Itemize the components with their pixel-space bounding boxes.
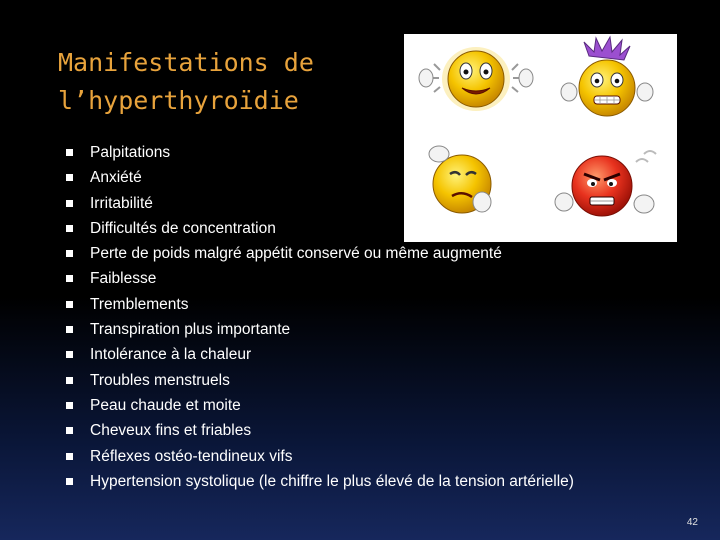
list-item [66, 165, 574, 190]
list-item [66, 368, 574, 393]
list-item [66, 292, 574, 317]
list-item [66, 444, 574, 469]
square-bullet-icon [66, 326, 73, 333]
list-item-text: Peau chaude et moite [90, 396, 241, 414]
square-bullet-icon [66, 478, 73, 485]
list-item-text: Difficultés de concentration [90, 219, 276, 237]
square-bullet-icon [66, 149, 73, 156]
list-item-text: Transpiration plus importante [90, 321, 291, 339]
list-item [66, 216, 574, 241]
square-bullet-icon [66, 174, 73, 181]
square-bullet-icon [66, 275, 73, 282]
slide-title [58, 44, 398, 120]
square-bullet-icon [66, 200, 73, 207]
list-item-text: Irritabilité [90, 194, 153, 212]
list-item [66, 469, 574, 494]
list-item-text: Intolérance à la chaleur [90, 346, 252, 364]
list-item-text: Troubles menstruels [90, 371, 230, 389]
list-item-text: Tremblements [90, 295, 189, 313]
list-item [66, 241, 574, 266]
square-bullet-icon [66, 427, 73, 434]
square-bullet-icon [66, 377, 73, 384]
square-bullet-icon [66, 225, 73, 232]
list-item-text: Réflexes ostéo-tendineux vifs [90, 447, 293, 465]
list-item [66, 191, 574, 216]
slide-title-line2: l’hyperthyroïdie [58, 86, 299, 115]
list-item-text: Palpitations [90, 144, 171, 161]
square-bullet-icon [66, 453, 73, 460]
page-number: 42 [686, 517, 698, 528]
square-bullet-icon [66, 250, 73, 257]
square-bullet-icon [66, 301, 73, 308]
list-item-text: Hypertension systolique (le chiffre le plus élevé de la tension artérielle) [90, 472, 574, 490]
list-item-text: Faiblesse [90, 270, 157, 288]
list-item [66, 266, 574, 291]
list-item [66, 393, 574, 418]
list-item [66, 342, 574, 367]
stressed-emoji-icon [561, 37, 653, 116]
list-item [66, 418, 574, 443]
list-item-text: Cheveux fins et friables [90, 422, 252, 440]
slide-title-line1: Manifestations de [58, 48, 314, 77]
list-item [66, 317, 574, 342]
list-item-text: Anxiété [90, 169, 142, 187]
trembling-emoji-icon [419, 47, 533, 111]
list-item [66, 140, 574, 165]
symptom-list [66, 140, 574, 494]
square-bullet-icon [66, 402, 73, 409]
list-item-text: Perte de poids malgré appétit conservé ou même augmenté [90, 245, 502, 263]
square-bullet-icon [66, 351, 73, 358]
